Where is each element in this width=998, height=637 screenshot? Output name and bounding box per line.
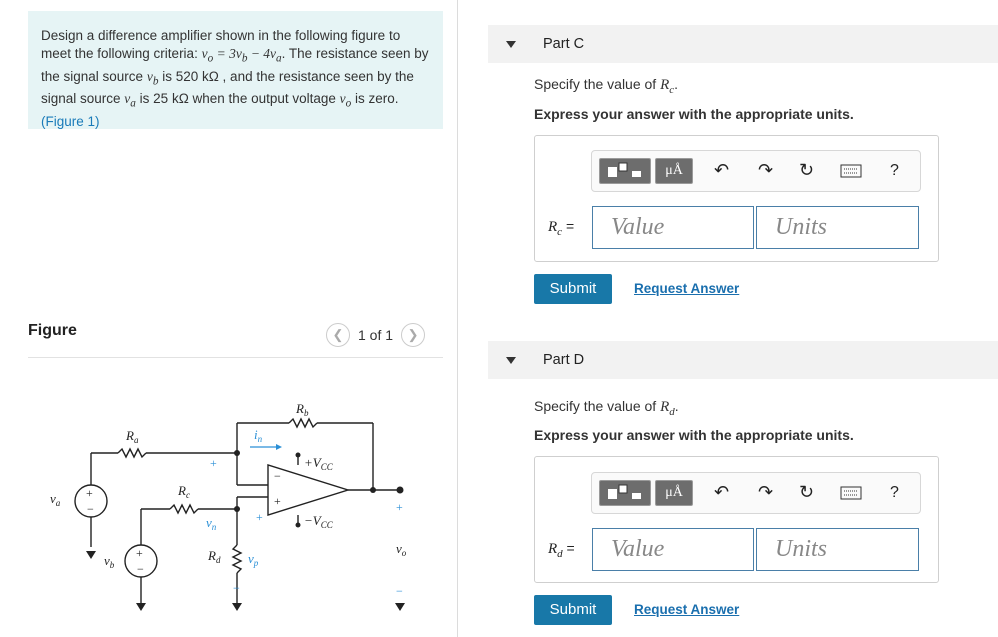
part-c-instruction: Express your answer with the appropriate units. [534, 106, 854, 122]
va-label: $v_a$ [50, 491, 61, 508]
rd-label: $R_d$ [208, 548, 221, 565]
rd-resistor [233, 545, 241, 573]
collapse-triangle-icon [506, 357, 516, 364]
part-c-label: $R_c$ = [548, 218, 575, 238]
undo-icon[interactable]: ↶ [714, 160, 730, 180]
part-c-header[interactable]: Part C [488, 25, 998, 63]
help-icon[interactable]: ? [890, 162, 899, 179]
chevron-right-icon: ❯ [407, 327, 419, 342]
units-button[interactable] [655, 158, 693, 184]
part-d-units-input[interactable]: Units [756, 528, 919, 571]
units-button[interactable] [655, 480, 693, 506]
part-c-value-input[interactable]: Value [592, 206, 754, 249]
next-figure-button[interactable] [401, 323, 425, 347]
undo-icon[interactable]: ↶ [714, 482, 730, 502]
figure-title: Figure [28, 322, 77, 339]
chevron-left-icon: ❮ [332, 327, 344, 342]
templates-button[interactable] [599, 158, 651, 184]
part-d-value-input[interactable]: Value [592, 528, 754, 571]
ra-resistor [118, 449, 146, 457]
equation: $v_o = 3v_b - 4v_a$ [201, 46, 282, 65]
vb-label: $v_b$ [104, 553, 115, 570]
ra-label: $R_a$ [126, 428, 139, 445]
redo-icon[interactable]: ↷ [758, 482, 774, 502]
svg-text:−: − [274, 469, 281, 483]
figure-link[interactable]: (Figure 1) [41, 114, 100, 130]
reset-icon[interactable]: ↻ [799, 482, 815, 502]
rc-label: $R_c$ [178, 483, 190, 500]
units-icon: μÅ [665, 485, 683, 500]
part-c-prompt: Specify the value of $R_c$. [534, 76, 679, 96]
pvcc-label: $+V_{CC}$ [304, 455, 333, 472]
vo-label: $v_o$ [396, 541, 407, 558]
part-d-prompt: Specify the value of $R_d$. [534, 398, 679, 418]
templates-icon [600, 159, 650, 183]
pane-divider [457, 0, 458, 637]
pager-label: 1 of 1 [358, 327, 394, 343]
part-d-submit-button[interactable]: Submit [534, 595, 612, 625]
prev-figure-button[interactable] [326, 323, 350, 347]
svg-text:+: + [274, 494, 281, 508]
svg-text:−: − [137, 562, 144, 576]
svg-text:+: + [256, 510, 263, 524]
reset-icon[interactable]: ↻ [799, 160, 815, 180]
collapse-triangle-icon [506, 41, 516, 48]
vn-label: $v_n$ [206, 515, 217, 532]
vp-label: $v_p$ [248, 551, 259, 568]
figure-separator [28, 357, 443, 358]
part-c-submit-button[interactable]: Submit [534, 274, 612, 304]
part-d-instruction: Express your answer with the appropriate units. [534, 427, 854, 443]
svg-text:+: + [86, 486, 93, 500]
redo-icon[interactable]: ↷ [758, 160, 774, 180]
problem-statement: Design a difference amplifier shown in the following figure to meet the following criteria: $v_o = 3v_b - 4v_a$. The resistance seen by the signal source $v_b$ is 520 kΩ , and the resistance seen by the signal source $v_a$ is 25 kΩ when the output voltage $v_o$ is zero.(Figure 1) [28, 11, 443, 129]
in-label: $i_n$ [254, 427, 263, 444]
rb-resistor [289, 419, 317, 427]
help-icon[interactable]: ? [890, 484, 899, 501]
part-c-toolbar [591, 150, 921, 192]
svg-text:+: + [210, 456, 217, 470]
rc-resistor [170, 505, 198, 513]
rb-label: $R_b$ [296, 401, 309, 418]
svg-text:+: + [396, 500, 403, 514]
part-d-toolbar [591, 472, 921, 514]
nvcc-label: $-V_{CC}$ [304, 513, 333, 530]
svg-text:−: − [87, 502, 94, 516]
templates-icon [600, 481, 650, 505]
keyboard-icon[interactable] [840, 484, 862, 505]
svg-text:−: − [396, 584, 403, 598]
part-d-header[interactable]: Part D [488, 341, 998, 379]
part-c-request-answer-link[interactable]: Request Answer [634, 281, 740, 296]
keyboard-icon[interactable] [840, 162, 862, 183]
circuit-diagram [28, 385, 438, 625]
units-icon: μÅ [665, 163, 683, 178]
part-d-request-answer-link[interactable]: Request Answer [634, 602, 740, 617]
part-c-units-input[interactable]: Units [756, 206, 919, 249]
part-d-label: $R_d$ = [548, 540, 575, 560]
svg-text:+: + [136, 546, 143, 560]
svg-text:−: − [233, 581, 240, 595]
templates-button[interactable] [599, 480, 651, 506]
figure-pager [326, 322, 425, 348]
